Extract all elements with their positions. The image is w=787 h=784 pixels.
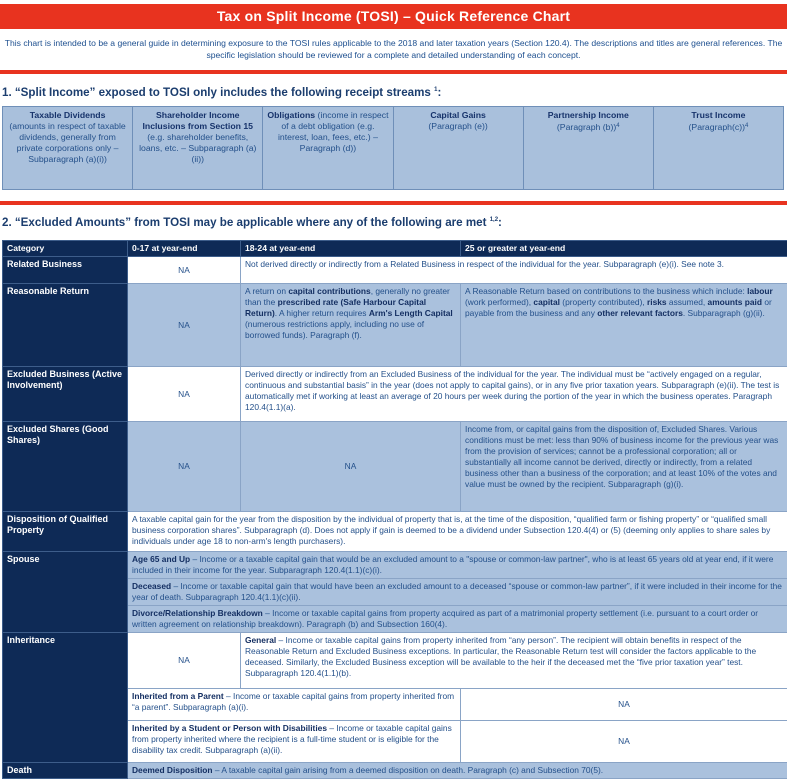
- category-label: Disposition of Qualified Property: [3, 512, 128, 552]
- description-cell: [128, 689, 461, 721]
- table-row-death: [3, 763, 787, 779]
- text: (work performed),: [465, 297, 534, 307]
- description-cell: [128, 579, 787, 606]
- text: or payable from the business and any: [465, 297, 772, 318]
- description-cell: [461, 284, 787, 367]
- description-cell: [128, 552, 787, 579]
- section1-heading: 1. “Split Income” exposed to TOSI only includes the following receipt streams $^1$:: [2, 86, 442, 99]
- description-cell: Income from, or capital gains from the disposition of, Excluded Shares. Various conditions must be met: less than 90% of business income for the previous year was from the provision of services; cannot be a professional corporation; all or substantially all income cannot be derived, directly or indirectly, from a related business other than a business of the corporation; and at least 10% of the votes and value must be owned by the recipient. Subparagraph (g)(i).: [461, 422, 787, 512]
- text: A return on: [245, 286, 289, 296]
- text: (property contributed),: [559, 297, 648, 307]
- na-cell: NA: [241, 422, 461, 512]
- table-row-reasonable-return: [3, 284, 787, 367]
- na-cell: NA: [128, 422, 241, 512]
- section2-heading-text: 2. “Excluded Amounts” from TOSI may be applicable where any of the following are met: [2, 216, 487, 229]
- footnote-ref: 4: [616, 123, 620, 129]
- table-row-inheritance-general: [3, 633, 787, 689]
- description-cell: Derived directly or indirectly from an Excluded Business of the individual for the year. The individual must be “actively engaged on a regular, continuous and substantial basis” in the year (does not apply to capital gains), or in any five prior taxation years. Subparagraph (e)(ii). The test is automatically met if working at least an average of 20 hours per week during the portion of the year in which the business operates. Paragraph 120.4(1.1)(a).: [241, 367, 787, 422]
- text-bold: capital contributions: [288, 286, 371, 296]
- footnote-ref: 4: [745, 123, 749, 129]
- text-bold: risks: [647, 297, 667, 307]
- text-bold: General: [245, 635, 277, 645]
- text: A Reasonable Return based on contributions to the business which include:: [465, 286, 748, 296]
- category-label: Death: [3, 763, 128, 779]
- text-bold: Age 65 and Up: [132, 554, 191, 564]
- divider: [0, 70, 787, 74]
- col-header-0-17: 0-17 at year-end: [128, 241, 241, 257]
- stream-detail: (Paragraph(c)): [688, 122, 746, 132]
- stream-detail: (amounts in respect of taxable dividends, generally from private corporations only – Subparagraph (a)(i)): [9, 121, 126, 164]
- na-cell: NA: [461, 689, 787, 721]
- stream-capital-gains: [394, 107, 524, 189]
- intro-text: This chart is intended to be a general guide in determining exposure to the TOSI rules applicable to the 2018 and later taxation years (Section 120.4). The descriptions and titles are general references. The specific legislation should be reviewed for a complete and detailed understanding of each concept.: [4, 38, 783, 60]
- stream-trust-income: [654, 107, 783, 189]
- text: – Income or a taxable capital gain that would be an excluded amount to a "spouse or common-law partner", who is at least 65 years old at year end, if it were included in their income for the year. Subparagraph 120.4(1.1)(c)(i).: [132, 554, 774, 575]
- table-header-row: [3, 241, 787, 257]
- col-header-18-24: 18-24 at year-end: [241, 241, 461, 257]
- text: – Income or taxable capital gains from property inherited from “any person”. The recipient will obtain benefits in respect of the Reasonable Return and Excluded Business exceptions. In particular, the Reasonable Return test will consider the factors applicable to the deceased. Similarly, the Excluded Business exception will be available to the heir if the deceased met the “five prior taxation year” test. Subparagraph 120.4(1.1)(b).: [245, 635, 757, 678]
- category-label: Excluded Business (Active Involvement): [3, 367, 128, 422]
- description-cell: [128, 763, 787, 779]
- text-bold: Arm's Length Capital: [368, 308, 453, 318]
- text-bold: Deceased: [132, 581, 172, 591]
- na-cell: NA: [128, 367, 241, 422]
- stream-obligations: [263, 107, 393, 189]
- text-bold: Inherited from a Parent: [132, 691, 224, 701]
- text: assumed,: [666, 297, 708, 307]
- na-cell: NA: [128, 284, 241, 367]
- na-cell: NA: [128, 633, 241, 689]
- description-cell: [128, 721, 461, 763]
- stream-title: Capital Gains: [430, 110, 486, 120]
- footnote-ref: 1: [434, 87, 438, 93]
- page-title: Tax on Split Income (TOSI) – Quick Reference Chart: [0, 4, 787, 29]
- text: – Income or taxable capital gains from property acquired as part of a matrimonial property settlement (i.e. pursuant to a court order or written agreement on relationship breakdown). Paragraph (b) and Subsection 160(4).: [132, 608, 759, 629]
- category-label: Related Business: [3, 257, 128, 284]
- na-cell: NA: [128, 257, 241, 284]
- col-header-category: Category: [3, 241, 128, 257]
- section2-heading: 2. “Excluded Amounts” from TOSI may be applicable where any of the following are met $^{1,2}$:: [2, 216, 502, 229]
- stream-detail: (Paragraph (e)): [428, 121, 488, 131]
- text-bold: capital: [533, 297, 560, 307]
- text-bold: amounts paid: [707, 297, 762, 307]
- text: – Income or taxable capital gains from property inherited where the recipient is a full-time student or is eligible for the disability tax credit. Subparagraph (a)(ii).: [132, 723, 452, 755]
- text-bold: other relevant factors: [597, 308, 683, 318]
- description-cell: A taxable capital gain for the year from the disposition by the individual of property that is, at the time of the disposition, “qualified farm or fishing property” or “qualified small business corporation shares”. Subparagraph (d). Does not apply if gain is deemed to be a dividend under Subsection 120.4(4) or (5) (deeming only applies to share sales by individuals under age 18 to non-arm's length purchasers).: [128, 512, 787, 552]
- table-row-excluded-business: [3, 367, 787, 422]
- stream-detail: (e.g. shareholder benefits, loans, etc. – Subparagraph (a)(ii)): [139, 132, 257, 164]
- text-bold: Divorce/Relationship Breakdown: [132, 608, 263, 618]
- stream-shareholder-income: [133, 107, 263, 189]
- footnote-ref: 1,2: [489, 217, 499, 223]
- na-cell: NA: [461, 721, 787, 763]
- text: . Subparagraph (g)(ii).: [682, 308, 765, 318]
- receipt-streams: [2, 106, 784, 190]
- text-bold: labour: [747, 286, 773, 296]
- category-label: Inheritance: [3, 633, 128, 763]
- col-header-25-plus: 25 or greater at year-end: [461, 241, 787, 257]
- description-cell: [241, 284, 461, 367]
- category-label: Spouse: [3, 552, 128, 633]
- text: – Income or taxable capital gains from property inherited from “a parent”. Subparagraph (a)(i).: [132, 691, 455, 712]
- section1-heading-text: 1. “Split Income” exposed to TOSI only includes the following receipt streams: [2, 86, 431, 99]
- table-row-excluded-shares: [3, 422, 787, 512]
- excluded-amounts-table: [2, 240, 787, 779]
- stream-taxable-dividends: [3, 107, 133, 189]
- text: – A taxable capital gain arising from a deemed disposition on death. Paragraph (c) and Subsection 70(5).: [212, 765, 604, 775]
- category-label: Excluded Shares (Good Shares): [3, 422, 128, 512]
- text: , generally no greater than the: [245, 286, 450, 307]
- category-label: Reasonable Return: [3, 284, 128, 367]
- stream-title: Obligations: [267, 110, 316, 120]
- stream-detail: (Paragraph (b)): [556, 122, 617, 132]
- text: . A higher return requires: [274, 308, 369, 318]
- table-row-related-business: [3, 257, 787, 284]
- stream-title: Taxable Dividends: [29, 110, 106, 120]
- text: (numerous restrictions apply, including no use of borrowed funds). Paragraph (f).: [245, 319, 425, 340]
- description-cell: [241, 633, 787, 689]
- table-row-disposition: [3, 512, 787, 552]
- table-row-spouse-age65: [3, 552, 787, 579]
- description-cell: Not derived directly or indirectly from a Related Business in respect of the individual for the year. Subparagraph (e)(i). See note 3.: [241, 257, 787, 284]
- stream-partnership-income: [524, 107, 654, 189]
- description-cell: [128, 606, 787, 633]
- text-bold: Inherited by a Student or Person with Disabilities: [132, 723, 327, 733]
- text: – Income or taxable capital gain that would have been an excluded amount to a deceased “spouse or common-law partner”, if it were included in their income for the year of death. Subparagraph 120.4(1.1)(c)(ii).: [132, 581, 782, 602]
- stream-title: Partnership Income: [547, 110, 629, 120]
- text-bold: Deemed Disposition: [132, 765, 213, 775]
- stream-detail: (income in respect of a debt obligation (e.g. interest, loan, fees, etc.) – Paragraph (d)): [277, 110, 389, 153]
- stream-title: Trust Income: [691, 110, 746, 120]
- divider: [0, 201, 787, 205]
- text-bold: prescribed rate (Safe Harbour Capital Return): [245, 297, 427, 318]
- stream-title: Shareholder Income Inclusions from Section 15: [142, 110, 254, 131]
